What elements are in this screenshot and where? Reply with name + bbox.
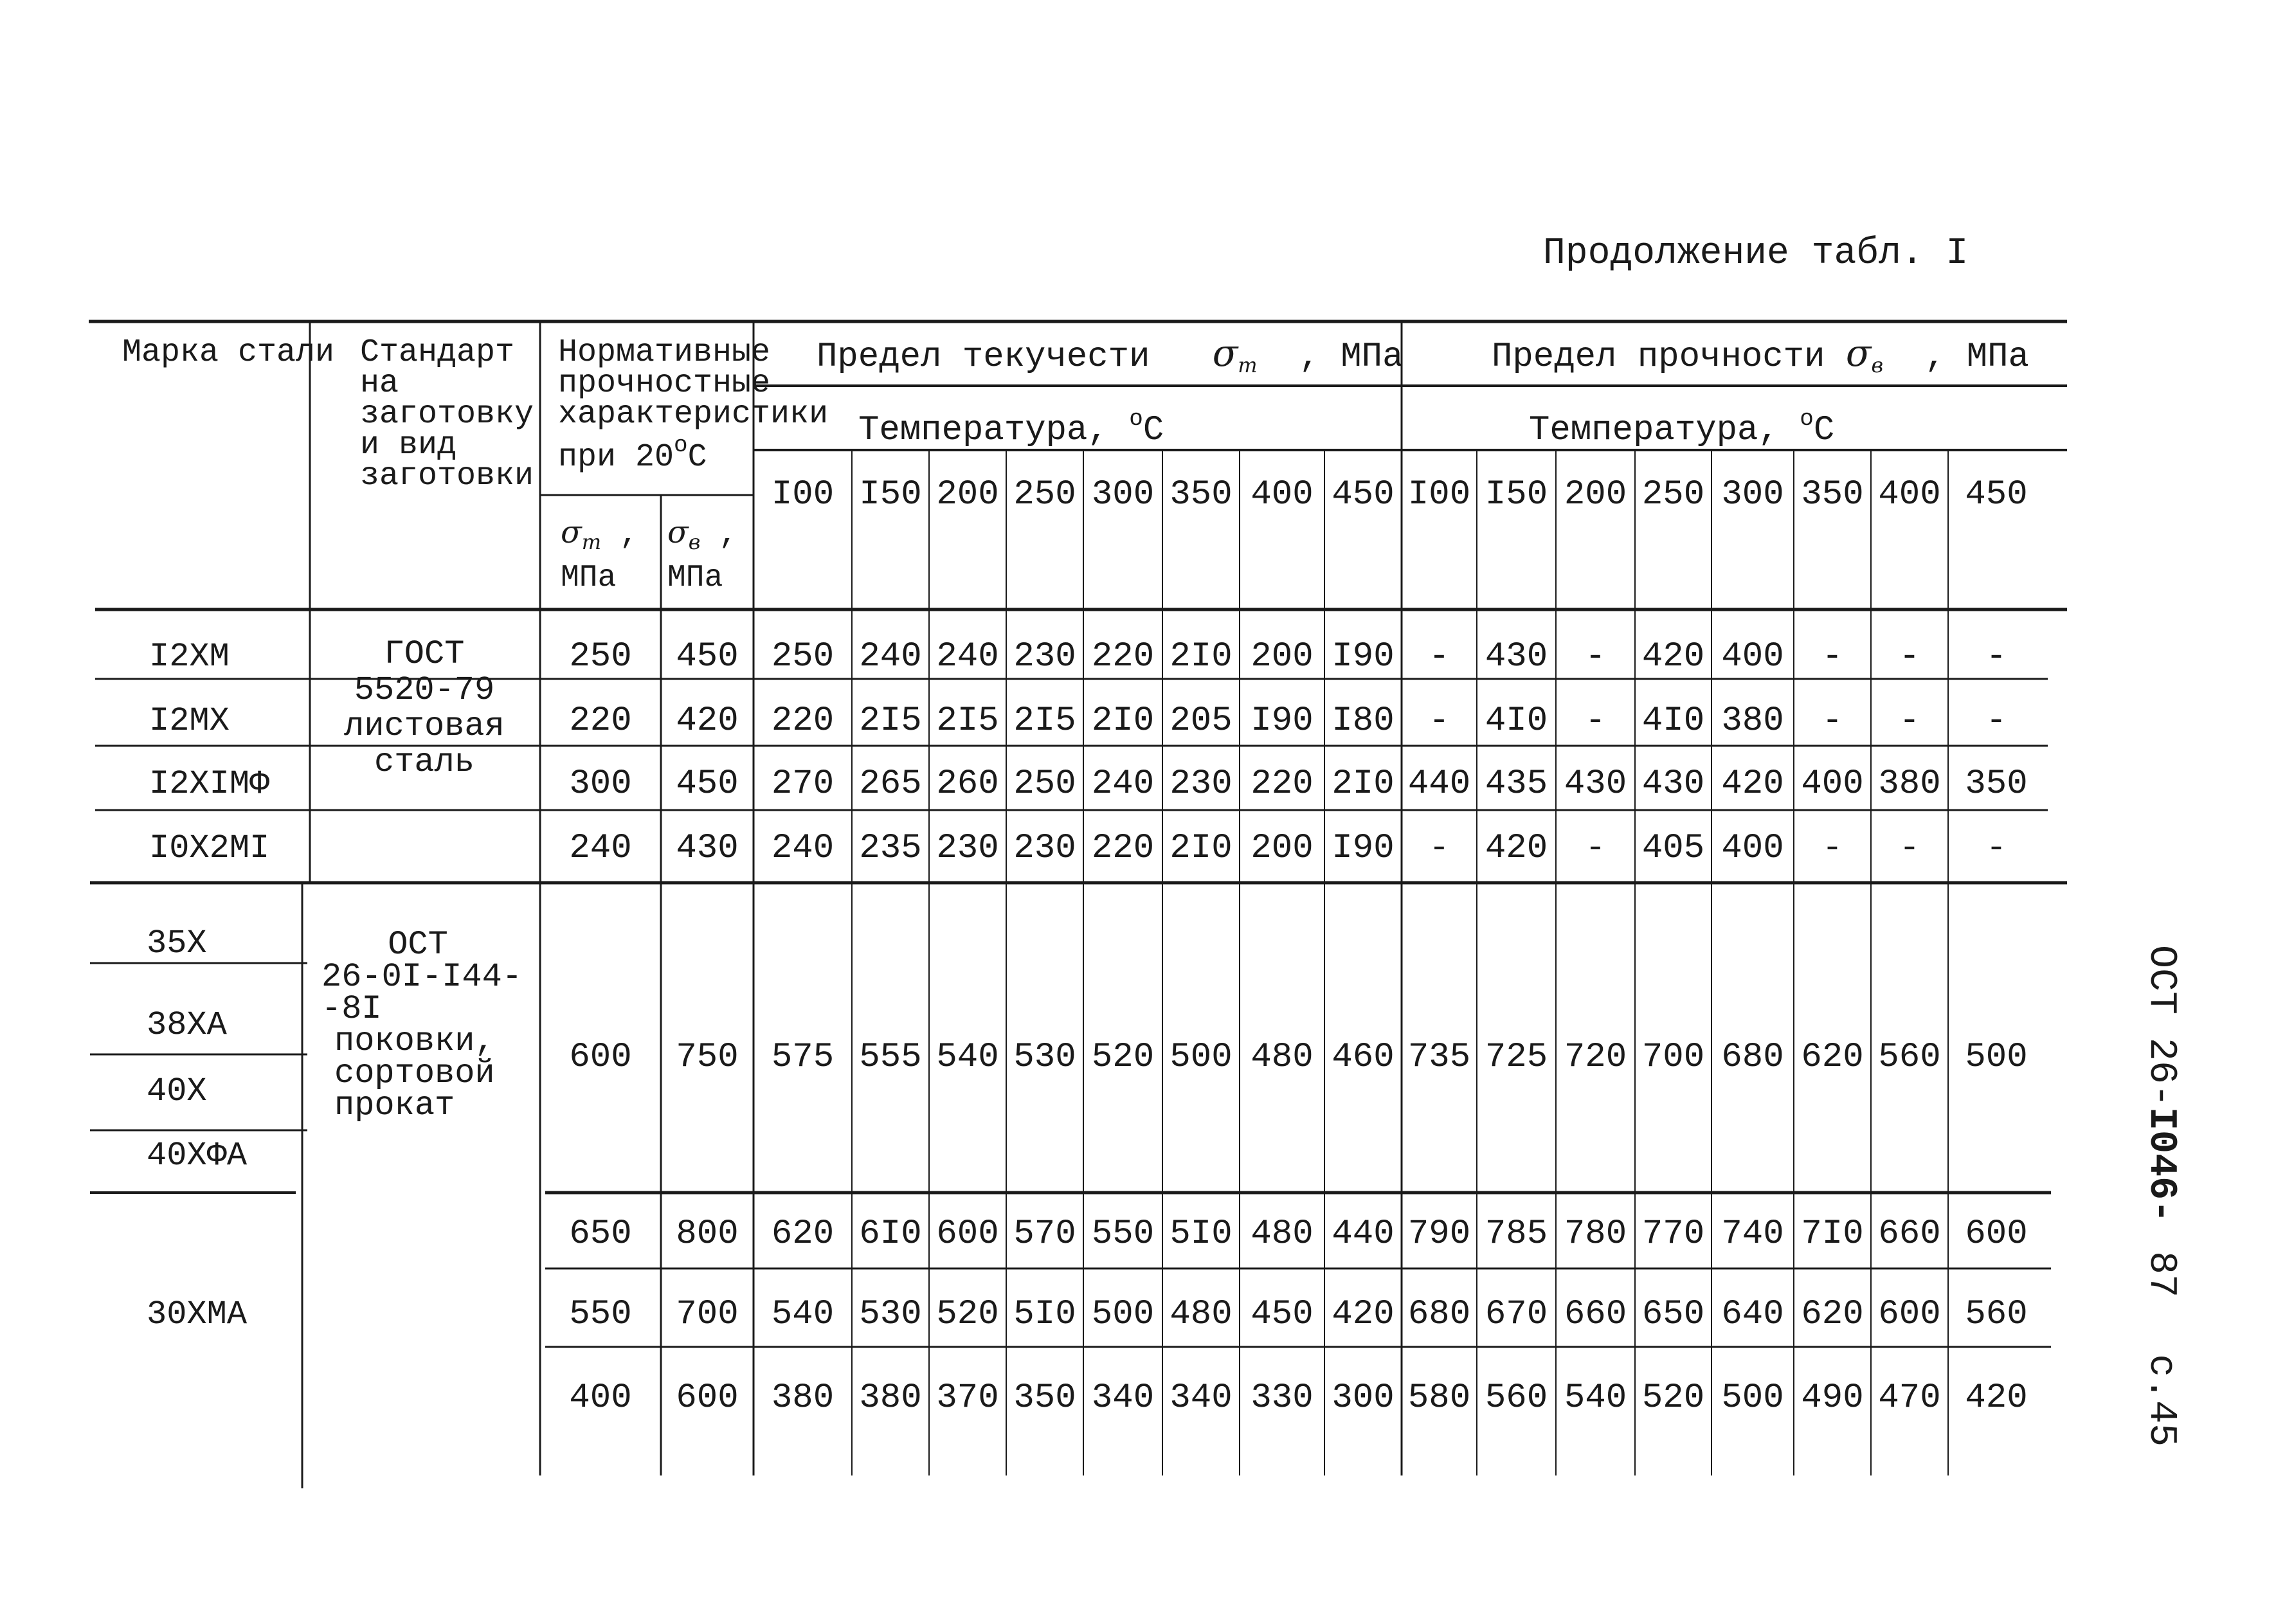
temp-yield-cell: 400 (1251, 475, 1314, 514)
yield-value-cell: 480 (1251, 1214, 1314, 1254)
yield-value-cell: 240 (1091, 764, 1155, 804)
temp-tensile-cell: I50 (1485, 475, 1548, 514)
temp-tensile-cell: 400 (1878, 475, 1941, 514)
temp-yield-cell: 350 (1170, 475, 1233, 514)
yield-value-cell: 230 (1013, 637, 1076, 676)
tensile-value-cell: - (1429, 829, 1450, 868)
yield-value-cell: 600 (936, 1214, 999, 1254)
yield-value-cell: 520 (1091, 1038, 1155, 1077)
normative-value-cell: 600 (676, 1378, 739, 1418)
yield-value-cell: 235 (859, 829, 922, 868)
tensile-value-cell: 680 (1407, 1295, 1471, 1334)
yield-value-cell: 230 (936, 829, 999, 868)
yield-value-cell: 2I0 (1170, 829, 1233, 868)
temp-yield-cell: 200 (936, 475, 999, 514)
tensile-value-cell: 770 (1641, 1214, 1705, 1254)
tensile-value-cell: 600 (1878, 1295, 1941, 1334)
header-standard: Стандарт на заготовку и вид заготовки (360, 334, 534, 494)
yield-value-cell: 250 (1013, 764, 1076, 804)
yield-value-cell: 230 (1170, 764, 1233, 804)
tensile-value-cell: 560 (1965, 1295, 2028, 1334)
yield-value-cell: 540 (771, 1295, 835, 1334)
tensile-value-cell: 680 (1721, 1038, 1784, 1077)
tensile-value-cell: 620 (1801, 1295, 1864, 1334)
tensile-value-cell: 670 (1485, 1295, 1548, 1334)
tensile-value-cell: - (1899, 701, 1920, 741)
yield-value-cell: 420 (1332, 1295, 1395, 1334)
tensile-value-cell: 430 (1641, 764, 1705, 804)
tensile-value-cell: - (1821, 829, 1843, 868)
yield-value-cell: 500 (1091, 1295, 1155, 1334)
yield-value-cell: 220 (1251, 764, 1314, 804)
temp-tensile-cell: 350 (1801, 475, 1864, 514)
steel-grade: I2XM (149, 638, 230, 676)
yield-value-cell: 220 (771, 701, 835, 741)
tensile-value-cell: 4I0 (1485, 701, 1548, 741)
temp-yield-cell: 250 (1013, 475, 1076, 514)
temp-tensile-cell: 200 (1564, 475, 1627, 514)
yield-value-cell: 530 (859, 1295, 922, 1334)
tensile-value-cell: 420 (1965, 1378, 2028, 1418)
normative-value-cell: 220 (569, 701, 632, 741)
tensile-value-cell: 520 (1641, 1378, 1705, 1418)
yield-value-cell: 300 (1332, 1378, 1395, 1418)
tensile-value-cell: - (1899, 637, 1920, 676)
tensile-value-cell: 740 (1721, 1214, 1784, 1254)
tensile-value-cell: 380 (1721, 701, 1784, 741)
header-normative (558, 334, 829, 476)
yield-value-cell: 240 (936, 637, 999, 676)
yield-value-cell: 2I5 (1013, 701, 1076, 741)
normative-value-cell: 250 (569, 637, 632, 676)
yield-value-cell: 440 (1332, 1214, 1395, 1254)
side-doc-prefix: ОСТ 26- (2139, 945, 2183, 1108)
degree-sign: о (674, 432, 688, 458)
tensile-value-cell: 540 (1564, 1378, 1627, 1418)
yield-value-cell: 250 (771, 637, 835, 676)
tensile-value-cell: 725 (1485, 1038, 1548, 1077)
tensile-value-cell: 620 (1801, 1038, 1864, 1077)
tensile-value-cell: - (1985, 637, 2007, 676)
tensile-value-cell: 420 (1485, 829, 1548, 868)
normative-value-cell: 650 (569, 1214, 632, 1254)
steel-grade: I2XIМФ (149, 765, 270, 803)
yield-value-cell: 260 (936, 764, 999, 804)
yield-value-cell: 460 (1332, 1038, 1395, 1077)
normative-value-cell: 300 (569, 764, 632, 804)
header-yield-strength: Предел текучести $\sigma_т$ , МПа (817, 331, 1404, 377)
normative-value-cell: 550 (569, 1295, 632, 1334)
standard-ost: ОСТ 26-0I-I44- -8I поковки, сортовой прокат (321, 926, 523, 1124)
header-tensile-strength: Предел прочности $\sigma_в$ , МПа (1492, 331, 2029, 377)
tensile-value-cell: 405 (1641, 829, 1705, 868)
tensile-value-cell: - (1821, 701, 1843, 741)
side-doc-number: I046- (2139, 1107, 2183, 1223)
steel-grade: I2MX (149, 702, 230, 740)
tensile-value-cell: 440 (1407, 764, 1471, 804)
tensile-value-cell: 560 (1485, 1378, 1548, 1418)
yield-value-cell: 530 (1013, 1038, 1076, 1077)
tensile-value-cell: 420 (1641, 637, 1705, 676)
yield-value-cell: 2I0 (1332, 764, 1395, 804)
yield-value-cell: 340 (1091, 1378, 1155, 1418)
temp-tensile-cell: 300 (1721, 475, 1784, 514)
tensile-value-cell: 720 (1564, 1038, 1627, 1077)
tensile-value-cell: 430 (1564, 764, 1627, 804)
temp-yield-cell: 450 (1332, 475, 1395, 514)
yield-value-cell: 540 (936, 1038, 999, 1077)
yield-value-cell: 480 (1251, 1038, 1314, 1077)
tensile-value-cell: 435 (1485, 764, 1548, 804)
tensile-value-cell: 560 (1878, 1038, 1941, 1077)
yield-value-cell: 2I0 (1170, 637, 1233, 676)
header-grade: Марка стали (122, 334, 335, 371)
yield-value-cell: 5I0 (1013, 1295, 1076, 1334)
yield-value-cell: 220 (1091, 637, 1155, 676)
temp-yield-cell: I00 (771, 475, 835, 514)
standard-gost: ГОСТ 5520-79 листовая сталь (344, 635, 505, 781)
tensile-value-cell: - (1429, 637, 1450, 676)
normative-value-cell: 420 (676, 701, 739, 741)
yield-value-cell: 5I0 (1170, 1214, 1233, 1254)
tensile-value-cell: - (1985, 701, 2007, 741)
yield-value-cell: 380 (859, 1378, 922, 1418)
temp-yield-cell: I50 (859, 475, 922, 514)
yield-value-cell: I80 (1332, 701, 1395, 741)
steel-grade: I0X2MI (149, 829, 270, 867)
tensile-value-cell: 490 (1801, 1378, 1864, 1418)
tensile-value-cell: 700 (1641, 1038, 1705, 1077)
yield-value-cell: 380 (771, 1378, 835, 1418)
table-caption: Продолжение табл. I (1543, 233, 1969, 275)
yield-value-cell: I90 (1332, 637, 1395, 676)
tensile-value-cell: 400 (1801, 764, 1864, 804)
normative-value-cell: 450 (676, 637, 739, 676)
tensile-value-cell: - (1585, 829, 1606, 868)
temp-tensile-cell: I00 (1407, 475, 1471, 514)
yield-value-cell: 520 (936, 1295, 999, 1334)
temp-tensile-cell: 450 (1965, 475, 2028, 514)
header-normative-unit: С (687, 439, 707, 476)
tensile-value-cell: - (1985, 829, 2007, 868)
yield-value-cell: 330 (1251, 1378, 1314, 1418)
tensile-value-cell: 660 (1564, 1295, 1627, 1334)
yield-value-cell: 555 (859, 1038, 922, 1077)
yield-value-cell: 265 (859, 764, 922, 804)
normative-value-cell: 600 (569, 1038, 632, 1077)
steel-grade: 40X (147, 1072, 207, 1110)
tensile-value-cell: - (1585, 701, 1606, 741)
yield-value-cell: I90 (1332, 829, 1395, 868)
yield-value-cell: 270 (771, 764, 835, 804)
normative-value-cell: 450 (676, 764, 739, 804)
steel-grade: 30XMA (147, 1295, 248, 1333)
tensile-value-cell: 640 (1721, 1295, 1784, 1334)
normative-value-cell: 800 (676, 1214, 739, 1254)
yield-value-cell: 500 (1170, 1038, 1233, 1077)
steel-grade: 40XФА (147, 1137, 248, 1175)
normative-value-cell: 700 (676, 1295, 739, 1334)
header-temperature-yield: Температура, $^о$С (858, 406, 1164, 450)
normative-value-cell: 750 (676, 1038, 739, 1077)
yield-value-cell: 200 (1251, 829, 1314, 868)
yield-value-cell: 240 (771, 829, 835, 868)
tensile-value-cell: 660 (1878, 1214, 1941, 1254)
yield-value-cell: 450 (1251, 1295, 1314, 1334)
tensile-value-cell: - (1821, 637, 1843, 676)
yield-value-cell: 230 (1013, 829, 1076, 868)
tensile-value-cell: 500 (1721, 1378, 1784, 1418)
temp-tensile-cell: 250 (1641, 475, 1705, 514)
tensile-value-cell: 420 (1721, 764, 1784, 804)
yield-value-cell: 480 (1170, 1295, 1233, 1334)
side-page-number: с.45 (2139, 1354, 2183, 1447)
normative-value-cell: 430 (676, 829, 739, 868)
yield-value-cell: 2I0 (1091, 701, 1155, 741)
tensile-value-cell: 400 (1721, 829, 1784, 868)
header-normative-text: Нормативные прочностные характеристики при 20 (558, 334, 829, 476)
yield-value-cell: 340 (1170, 1378, 1233, 1418)
header-sigma-t-mpa: $\sigma_т$ , МПа (561, 514, 638, 595)
side-doc-year: 87 (2139, 1251, 2183, 1298)
tensile-value-cell: - (1899, 829, 1920, 868)
yield-value-cell: 2I5 (859, 701, 922, 741)
tensile-value-cell: 350 (1965, 764, 2028, 804)
yield-value-cell: 6I0 (859, 1214, 922, 1254)
yield-value-cell: 350 (1013, 1378, 1076, 1418)
tensile-value-cell: 735 (1407, 1038, 1471, 1077)
tensile-value-cell: 785 (1485, 1214, 1548, 1254)
yield-value-cell: I90 (1251, 701, 1314, 741)
tensile-value-cell: 580 (1407, 1378, 1471, 1418)
tensile-value-cell: - (1585, 637, 1606, 676)
tensile-value-cell: 790 (1407, 1214, 1471, 1254)
tensile-value-cell: - (1429, 701, 1450, 741)
normative-value-cell: 240 (569, 829, 632, 868)
header-sigma-b-mpa: $\sigma_в$ , МПа (667, 514, 737, 595)
tensile-value-cell: 780 (1564, 1214, 1627, 1254)
tensile-value-cell: 400 (1721, 637, 1784, 676)
yield-value-cell: 550 (1091, 1214, 1155, 1254)
normative-value-cell: 400 (569, 1378, 632, 1418)
yield-value-cell: 2I5 (936, 701, 999, 741)
steel-grade: 38XA (147, 1006, 227, 1044)
tensile-value-cell: 600 (1965, 1214, 2028, 1254)
yield-value-cell: 240 (859, 637, 922, 676)
tensile-value-cell: 650 (1641, 1295, 1705, 1334)
tensile-value-cell: 470 (1878, 1378, 1941, 1418)
yield-value-cell: 620 (771, 1214, 835, 1254)
yield-value-cell: 220 (1091, 829, 1155, 868)
temp-yield-cell: 300 (1091, 475, 1155, 514)
tensile-value-cell: 430 (1485, 637, 1548, 676)
yield-value-cell: 200 (1251, 637, 1314, 676)
tensile-value-cell: 7I0 (1801, 1214, 1864, 1254)
tensile-value-cell: 4I0 (1641, 701, 1705, 741)
yield-value-cell: 570 (1013, 1214, 1076, 1254)
yield-value-cell: 205 (1170, 701, 1233, 741)
tensile-value-cell: 500 (1965, 1038, 2028, 1077)
tensile-value-cell: 380 (1878, 764, 1941, 804)
yield-value-cell: 575 (771, 1038, 835, 1077)
yield-value-cell: 370 (936, 1378, 999, 1418)
steel-grade: 35X (147, 925, 207, 962)
header-temperature-tensile: Температура, $^о$С (1529, 406, 1835, 450)
